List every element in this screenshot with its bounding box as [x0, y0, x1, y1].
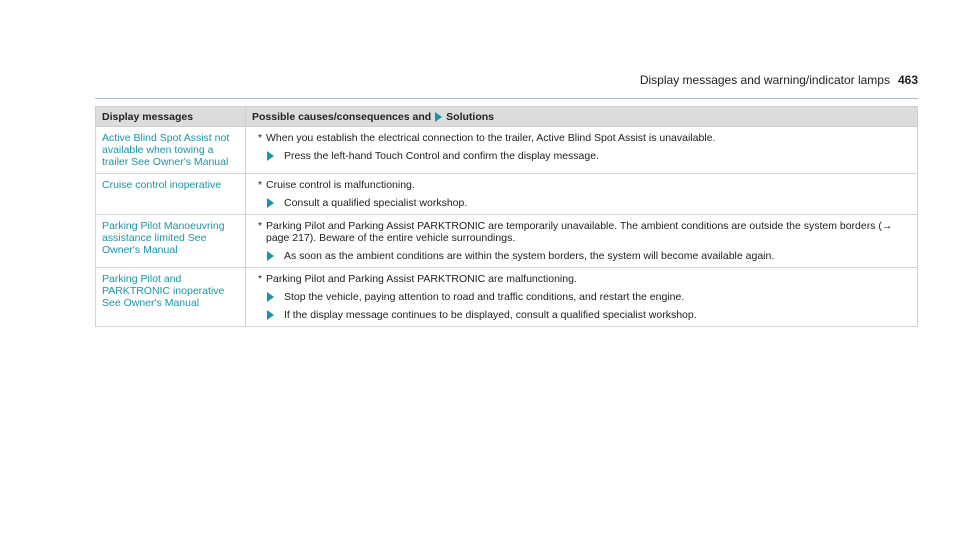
cause-item	[252, 179, 911, 191]
column-header-causes	[246, 107, 918, 127]
cause-item	[252, 132, 911, 144]
table-header-row	[96, 107, 918, 127]
running-header	[640, 73, 918, 87]
step-text: Stop the vehicle, paying attention to road and traffic conditions, and restart the engine.	[284, 291, 685, 303]
asterisk-icon: *	[258, 220, 263, 232]
step-arrow-icon	[267, 151, 274, 161]
display-message: Parking Pilot and PARKTRONIC inoperative See Owner's Manual	[96, 268, 246, 327]
step-arrow-icon	[267, 292, 274, 302]
cause-text: Parking Pilot and Parking Assist PARKTRONIC are malfunctioning.	[266, 273, 577, 285]
step-arrow-icon	[267, 251, 274, 261]
table-row	[96, 215, 918, 268]
running-header-title: Display messages and warning/indicator lamps	[639, 73, 890, 87]
step-text: Press the left-hand Touch Control and confirm the display message.	[284, 150, 599, 162]
solution-step	[252, 150, 911, 162]
solution-arrow-icon	[435, 112, 442, 122]
solution-step	[252, 309, 911, 321]
causes-cell	[246, 127, 918, 174]
display-message: Parking Pilot Manoeuvring assistance limited See Owner's Manual	[96, 215, 246, 268]
table-row	[96, 268, 918, 327]
cause-item	[252, 273, 911, 285]
column-header-solutions-label: Solutions	[446, 110, 495, 123]
page-number: 463	[897, 73, 918, 87]
step-text: As soon as the ambient conditions are within the system borders, the system will become available again.	[284, 250, 775, 262]
table-row	[96, 174, 918, 215]
step-arrow-icon	[267, 310, 274, 320]
column-header-messages: Display messages	[96, 107, 246, 127]
causes-cell	[246, 215, 918, 268]
cause-text: Cruise control is malfunctioning.	[266, 179, 415, 191]
cause-text: Parking Pilot and Parking Assist PARKTRONIC are temporarily unavailable. The ambient conditions are outside the system borders (→ page 217). Beware of the entire vehicle surroundings.	[266, 220, 893, 244]
asterisk-icon: *	[258, 179, 263, 191]
header-rule	[95, 98, 918, 99]
table-row	[96, 127, 918, 174]
step-text: If the display message continues to be displayed, consult a qualified specialist workshop.	[284, 309, 697, 321]
display-message: Cruise control inoperative	[96, 174, 246, 215]
solution-step	[252, 250, 911, 262]
cause-text: When you establish the electrical connection to the trailer, Active Blind Spot Assist is unavailable.	[266, 132, 716, 144]
causes-cell	[246, 268, 918, 327]
cause-item	[252, 220, 911, 244]
display-message: Active Blind Spot Assist not available when towing a trailer See Owner's Manual	[96, 127, 246, 174]
solution-step	[252, 291, 911, 303]
asterisk-icon: *	[258, 273, 263, 285]
column-header-causes-label: Possible causes/consequences and	[252, 110, 432, 123]
solution-step	[252, 197, 911, 209]
display-messages-table	[95, 106, 918, 327]
asterisk-icon: *	[258, 132, 263, 144]
step-text: Consult a qualified specialist workshop.	[284, 197, 468, 209]
causes-cell	[246, 174, 918, 215]
step-arrow-icon	[267, 198, 274, 208]
